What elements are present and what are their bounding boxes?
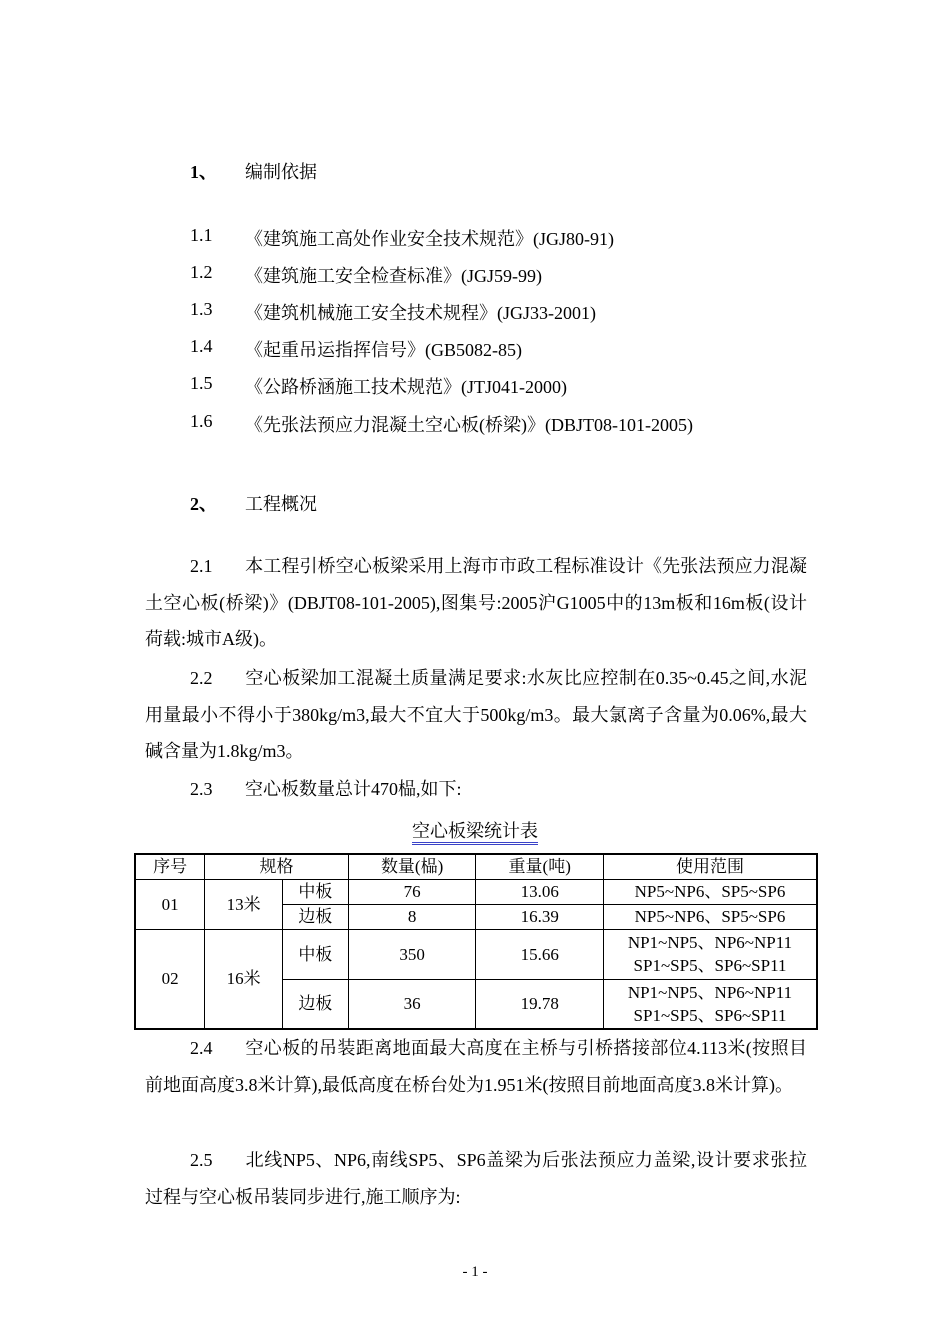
section-1-number: 1、	[190, 162, 217, 182]
range-line: NP1~NP5、NP6~NP11	[627, 982, 793, 1002]
cell-range: NP5~NP6、SP5~SP6	[604, 904, 818, 929]
cell-range: NP5~NP6、SP5~SP6	[604, 879, 818, 904]
paragraph-number: 2.4	[190, 1038, 213, 1058]
paragraph-text: 空心板的吊装距离地面最大高度在主桥与引桥搭接部位4.113米(按照目前地面高度3.8米计算),最低高度在桥台处为1.951米(按照目前地面高度3.8米计算)。	[145, 1038, 807, 1095]
header-range: 使用范围	[604, 854, 818, 879]
range-line: SP1~SP5、SP6~SP11	[633, 1005, 787, 1025]
header-spec: 规格	[205, 854, 349, 879]
ref-text: 《公路桥涵施工技术规范》(JTJ041-2000)	[245, 377, 567, 397]
page-number: - 1 -	[462, 1264, 488, 1280]
cell-seq: 01	[135, 879, 205, 929]
paragraph-2-2	[145, 660, 807, 770]
paragraph-number: 2.5	[190, 1150, 213, 1170]
paragraph-text: 空心板梁加工混凝土质量满足要求:水灰比应控制在0.35~0.45之间,水泥用量最小不得小于380kg/m3,最大不宜大于500kg/m3。最大氯离子含量为0.06%,最大碱含量为1.8kg/m3。	[145, 668, 807, 761]
header-count: 数量(榀)	[348, 854, 476, 879]
cell-type: 边板	[283, 979, 349, 1029]
paragraph-text: 北线NP5、NP6,南线SP5、SP6盖梁为后张法预应力盖梁,设计要求张拉过程与空心板吊装同步进行,施工顺序为:	[145, 1150, 807, 1207]
ref-text: 《起重吊运指挥信号》(GB5082-85)	[245, 340, 522, 360]
ref-number: 1.4	[190, 336, 213, 356]
paragraph-2-3	[145, 771, 807, 808]
section-2-number: 2、	[190, 494, 217, 514]
range-line: NP1~NP5、NP6~NP11	[627, 933, 793, 952]
table-row	[135, 929, 817, 979]
cell-range	[604, 929, 818, 979]
paragraph-number: 2.1	[190, 556, 213, 576]
ref-text: 《建筑施工高处作业安全技术规范》(JGJ80-91)	[245, 229, 614, 249]
cell-weight: 19.78	[476, 979, 604, 1029]
paragraph-2-5	[145, 1142, 807, 1215]
paragraph-number: 2.3	[190, 779, 213, 799]
cell-count: 350	[348, 929, 476, 979]
cell-type: 边板	[283, 904, 349, 929]
table-caption: 空心板梁统计表	[0, 817, 950, 843]
paragraph-2-4	[145, 1030, 807, 1103]
paragraph-text: 本工程引桥空心板梁采用上海市市政工程标准设计《先张法预应力混凝土空心板(桥梁)》(DBJT08-101-2005),图集号:2005沪G1005中的13m板和16m板(设计荷载:城市A级)。	[145, 556, 807, 649]
cell-count: 36	[348, 979, 476, 1029]
cell-seq: 02	[135, 929, 205, 1029]
cell-count: 8	[348, 904, 476, 929]
cell-spec: 13米	[205, 879, 283, 929]
table-row	[135, 879, 817, 904]
table-header-row	[135, 854, 817, 879]
cell-weight: 16.39	[476, 904, 604, 929]
cell-weight: 15.66	[476, 929, 604, 979]
ref-text: 《建筑机械施工安全技术规程》(JGJ33-2001)	[245, 303, 596, 323]
ref-number: 1.2	[190, 262, 213, 282]
ref-text: 《先张法预应力混凝土空心板(桥梁)》(DBJT08-101-2005)	[245, 415, 693, 435]
section-1-title: 编制依据	[245, 162, 317, 182]
header-weight: 重量(吨)	[476, 854, 604, 879]
hollow-slab-statistics-table	[134, 853, 818, 1030]
cell-count: 76	[348, 879, 476, 904]
range-line: SP1~SP5、SP6~SP11	[633, 956, 787, 975]
ref-number: 1.3	[190, 299, 213, 319]
cell-type: 中板	[283, 879, 349, 904]
cell-spec: 16米	[205, 929, 283, 1029]
section-2-title: 工程概况	[245, 494, 317, 514]
ref-number: 1.1	[190, 225, 213, 245]
cell-type: 中板	[283, 929, 349, 979]
ref-number: 1.5	[190, 373, 213, 393]
cell-weight: 13.06	[476, 879, 604, 904]
header-seq: 序号	[135, 854, 205, 879]
paragraph-text: 空心板数量总计470榀,如下:	[245, 779, 462, 799]
ref-number: 1.6	[190, 411, 213, 431]
paragraph-2-1	[145, 548, 807, 658]
paragraph-number: 2.2	[190, 668, 213, 688]
ref-text: 《建筑施工安全检查标准》(JGJ59-99)	[245, 266, 542, 286]
cell-range	[604, 979, 818, 1029]
